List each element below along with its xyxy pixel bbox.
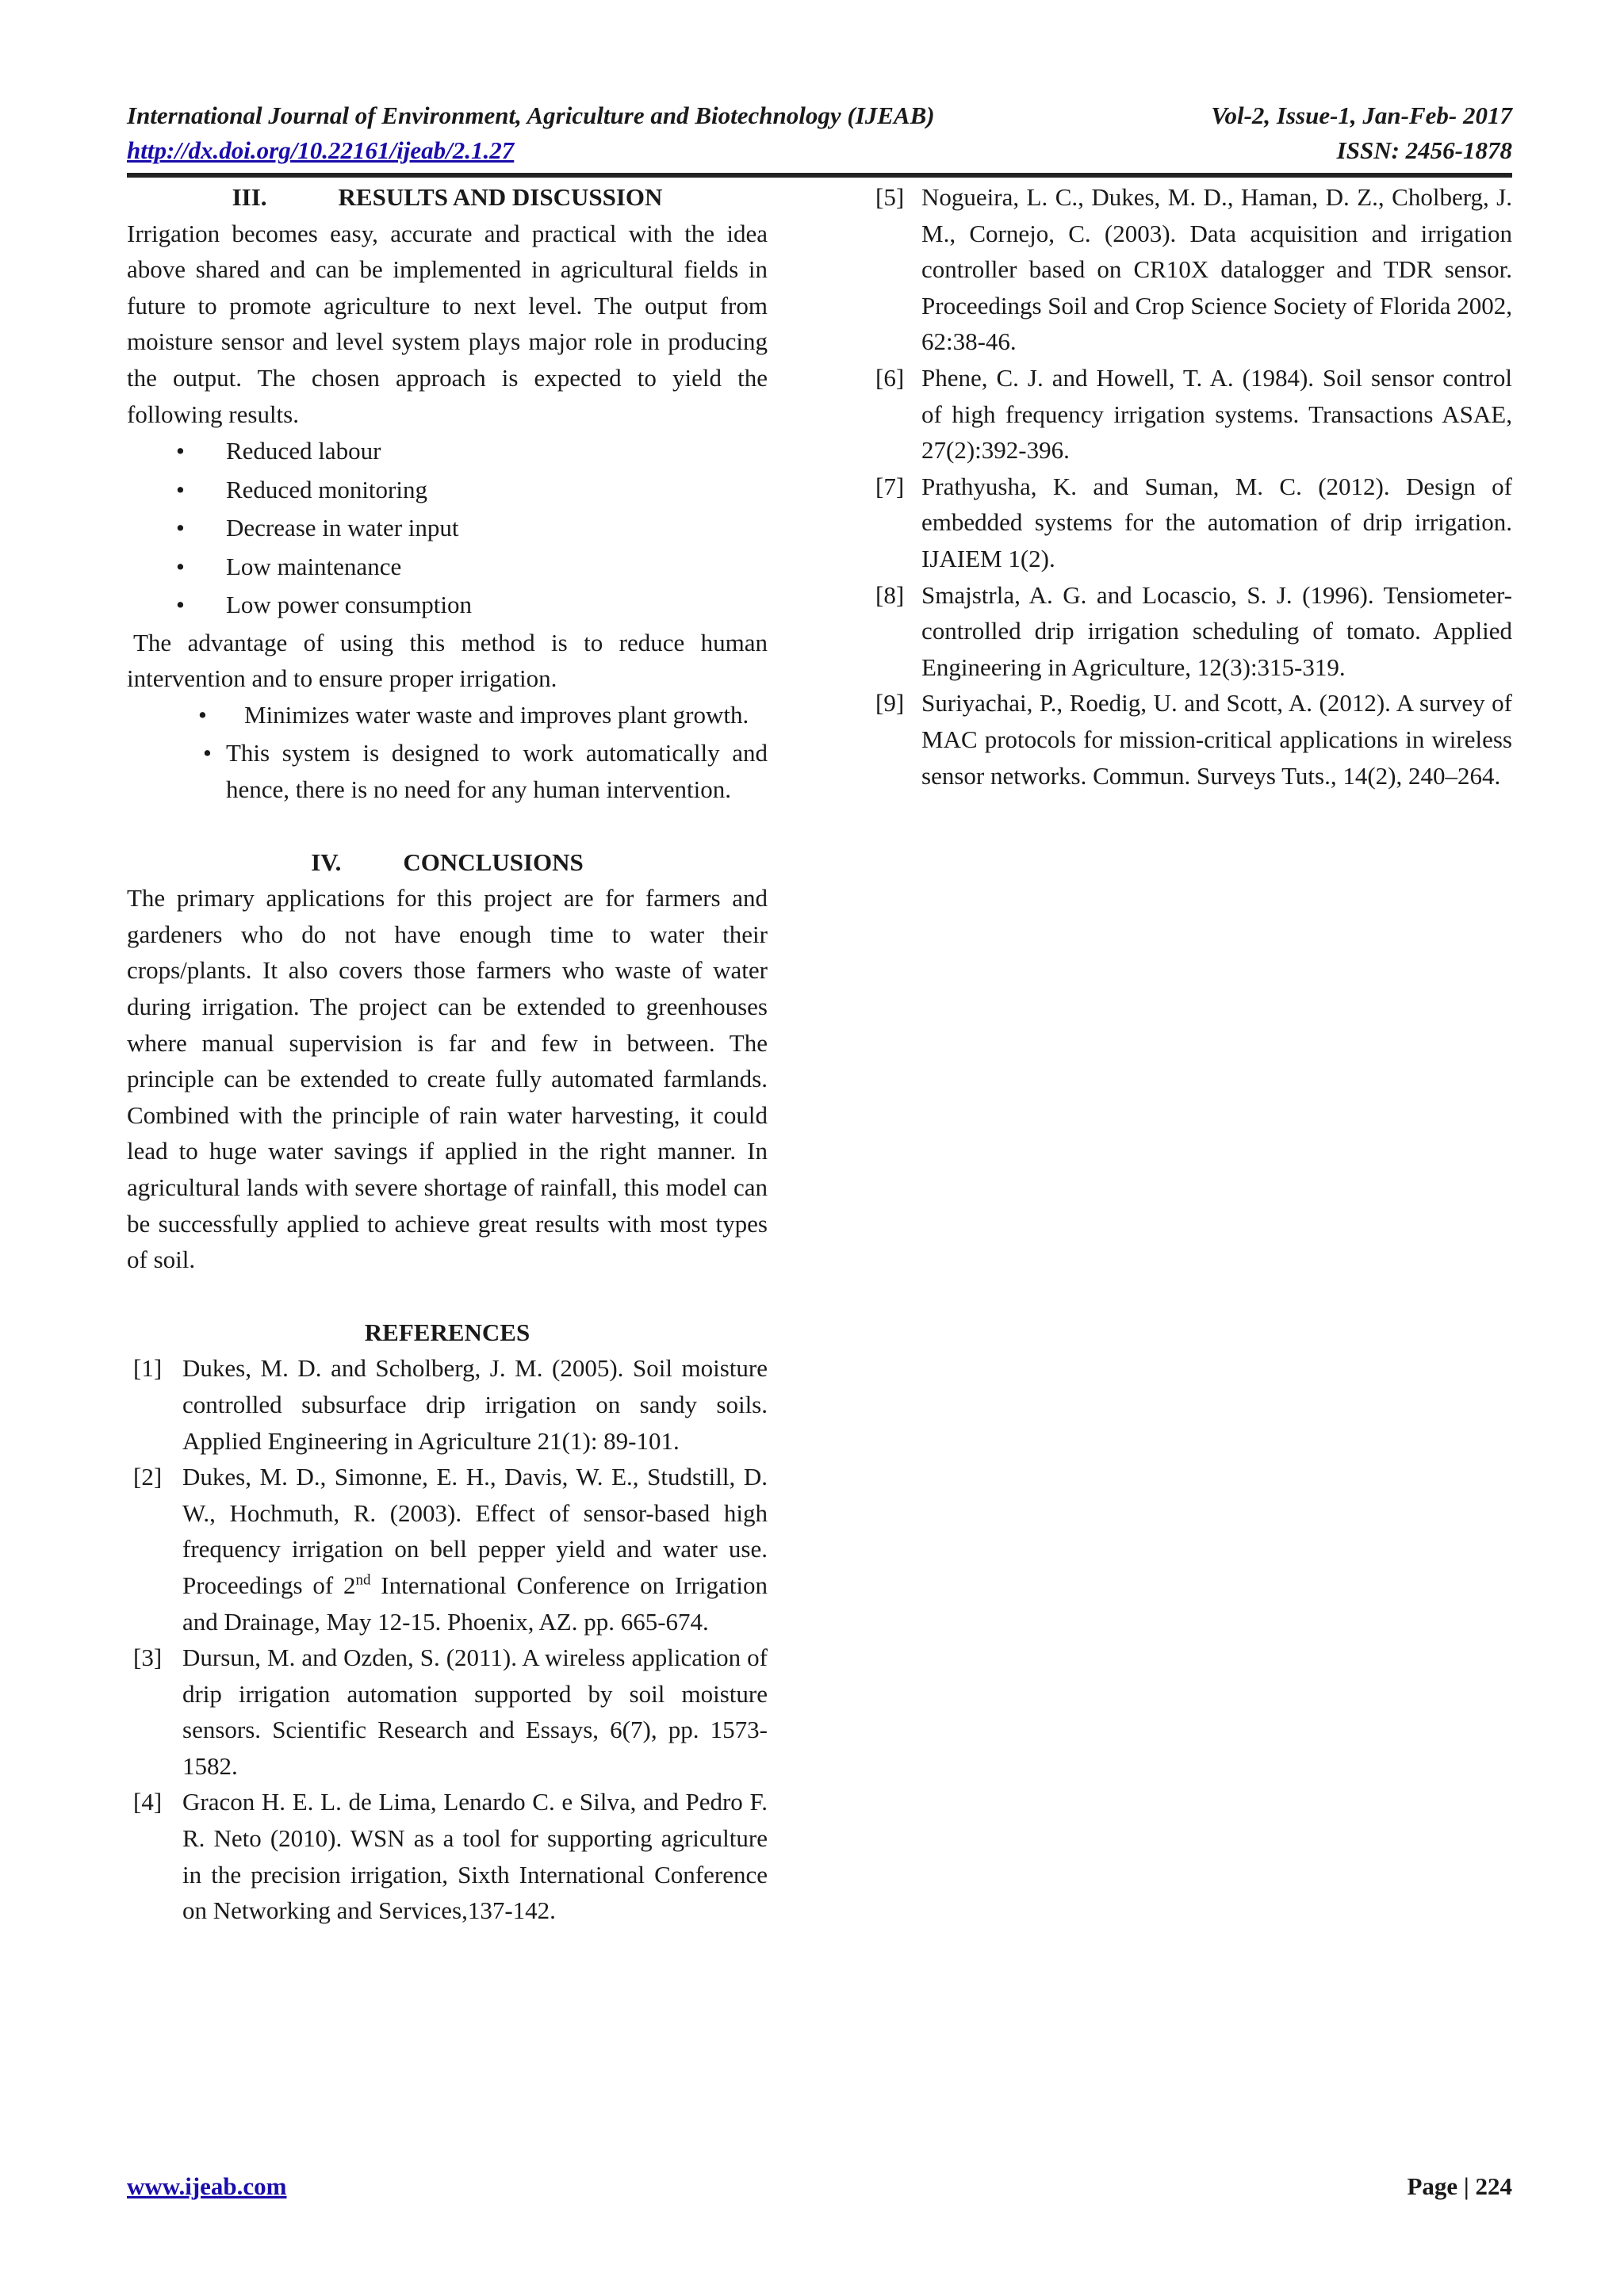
reference-number: [5] — [875, 183, 905, 211]
spacer — [127, 1278, 768, 1314]
superscript: nd — [355, 1571, 371, 1589]
reference-list-continued — [875, 179, 1512, 794]
reference-item — [127, 1640, 768, 1784]
volume-issue: Vol-2, Issue-1, Jan-Feb- 2017 — [1211, 101, 1512, 129]
doi-link[interactable]: http://dx.doi.org/10.22161/ijeab/2.1.27 — [127, 136, 515, 164]
reference-item — [875, 179, 1512, 360]
list-item: • Minimizes water waste and improves plant growth. — [127, 697, 768, 733]
reference-item — [875, 469, 1512, 577]
reference-item — [875, 360, 1512, 469]
section-title: CONCLUSIONS — [403, 848, 584, 876]
reference-number: [8] — [875, 580, 905, 609]
reference-number: [3] — [133, 1644, 163, 1672]
reference-number: [7] — [875, 472, 905, 500]
reference-list — [127, 1350, 768, 1929]
reference-item — [127, 1459, 768, 1640]
right-column — [875, 179, 1512, 794]
section-heading-results — [127, 179, 768, 216]
reference-number: [4] — [133, 1788, 163, 1816]
reference-number: [9] — [875, 689, 905, 718]
issn: ISSN: 2456-1878 — [1336, 136, 1512, 164]
list-item: • Low maintenance — [127, 548, 768, 587]
left-column — [127, 179, 768, 1929]
spacer — [127, 808, 768, 844]
section-heading-conclusions — [127, 844, 768, 881]
page-number: Page | 224 — [1407, 2172, 1512, 2200]
list-item: • Decrease in water input — [127, 509, 768, 548]
reference-number: [2] — [133, 1463, 163, 1491]
reference-item — [127, 1784, 768, 1928]
reference-item — [875, 577, 1512, 686]
list-item: • Low power consumption — [127, 586, 768, 625]
advantage-bullet-list — [127, 697, 768, 808]
reference-text: Dukes, M. D., Simonne, E. H., Davis, W. E., Studstill, D. W., Hochmuth, R. (2003). Effect of sensor-based high frequency irrigation on bell pepper yield and water use. Proceedings of 2 — [182, 1463, 768, 1599]
results-intro-paragraph: Irrigation becomes easy, accurate and practical with the idea above shared and can be implemented in agricultural fields in future to promote agriculture to next level. The output from moisture sensor and level system plays major role in producing the output. The chosen approach is expected to yield the following results. — [127, 219, 768, 428]
reference-text: Smajstrla, A. G. and Locascio, S. J. (1996). Tensiometer-controlled drip irrigation scheduling of tomato. Applied Engineering in Agriculture, 12(3):315-319. — [921, 580, 1512, 681]
section-number: IV. — [311, 848, 342, 876]
page-footer — [127, 2172, 1512, 2201]
results-bullet-list — [127, 432, 768, 625]
list-item: • Reduced monitoring — [127, 471, 768, 510]
website-link[interactable]: www.ijeab.com — [127, 2172, 287, 2200]
reference-item — [127, 1350, 768, 1459]
reference-text-continued: International Conference on Irrigation and Drainage, May 12-15. Phoenix, AZ. pp. 665-674. — [182, 1571, 768, 1636]
section-title: RESULTS AND DISCUSSION — [338, 183, 663, 211]
reference-text: Nogueira, L. C., Dukes, M. D., Haman, D. Z., Cholberg, J. M., Cornejo, C. (2003). Data acquisition and irrigation controller based on CR10X datalogger and TDR sensor. Proceedings Soil and Crop Science Society of Florida 2002, 62:38-46. — [921, 183, 1512, 356]
reference-text: Gracon H. E. L. de Lima, Lenardo C. e Silva, and Pedro F. R. Neto (2010). WSN as a tool for supporting agriculture in the precision irrigation, Sixth International Conference on Networking and Services,137-142. — [182, 1788, 768, 1925]
reference-text: Dursun, M. and Ozden, S. (2011). A wireless application of drip irrigation automation supported by soil moisture sensors. Scientific Research and Essays, 6(7), pp. 1573-1582. — [182, 1644, 768, 1780]
section-number: III. — [232, 183, 267, 211]
reference-text: Prathyusha, K. and Suman, M. C. (2012). Design of embedded systems for the automation of drip irrigation. IJAIEM 1(2). — [921, 472, 1512, 572]
header-rule — [127, 173, 1512, 178]
running-header — [127, 98, 1512, 168]
list-item: • This system is designed to work automatically and hence, there is no need for any human intervention. — [127, 735, 768, 807]
reference-text: Phene, C. J. and Howell, T. A. (1984). Soil sensor control of high frequency irrigation systems. Transactions ASAE, 27(2):392-396. — [921, 363, 1512, 465]
references-heading: REFERENCES — [364, 1318, 530, 1346]
reference-number: [1] — [133, 1354, 163, 1383]
journal-name: International Journal of Environment, Agriculture and Biotechnology (IJEAB) — [127, 101, 935, 129]
reference-text: Suriyachai, P., Roedig, U. and Scott, A. (2012). A survey of MAC protocols for mission-critical applications in wireless sensor networks. Commun. Surveys Tuts., 14(2), 240–264. — [921, 689, 1512, 790]
conclusions-paragraph: The primary applications for this project are for farmers and gardeners who do not have enough time to water their crops/plants. It also covers those farmers who waste of water during irrigation. The project can be extended to greenhouses where manual supervision is far and few in between. The principle can be extended to create fully automated farmlands. Combined with the principle of rain water harvesting, it could lead to huge water savings if applied in the right manner. In agricultural lands with severe shortage of rainfall, this model can be successfully applied to achieve great results with most types of soil. — [127, 884, 768, 1274]
advantage-paragraph: The advantage of using this method is to reduce human intervention and to ensure proper irrigation. — [127, 628, 768, 693]
reference-item — [875, 685, 1512, 794]
reference-text: Dukes, M. D. and Scholberg, J. M. (2005). Soil moisture controlled subsurface drip irrigation on sandy soils. Applied Engineering in Agriculture 21(1): 89-101. — [182, 1354, 768, 1455]
list-item: • Reduced labour — [127, 432, 768, 471]
reference-number: [6] — [875, 363, 905, 392]
